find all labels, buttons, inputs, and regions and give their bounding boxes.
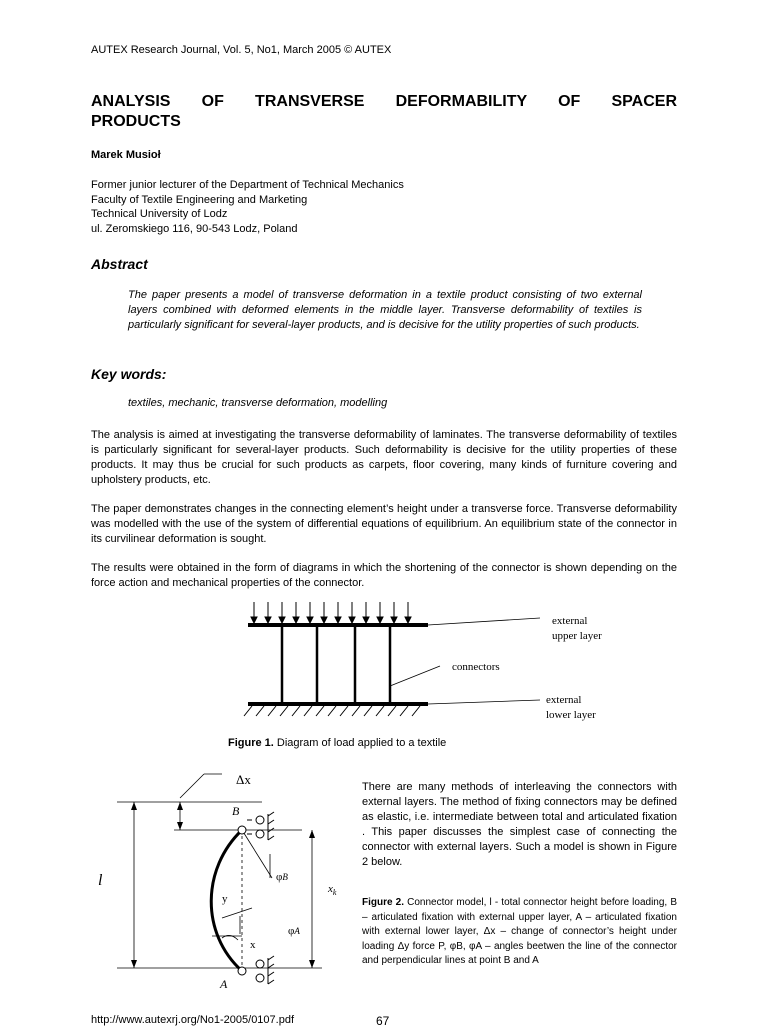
affiliation-line: Faculty of Textile Engineering and Marketing	[91, 193, 308, 206]
paper-title-line2: PRODUCTS	[91, 113, 181, 130]
paper-title-line1: ANALYSIS OF TRANSVERSE DEFORMABILITY OF SPACER	[91, 93, 677, 110]
figure-2-diagram	[92, 768, 342, 1000]
label-connectors: connectors	[452, 661, 500, 673]
label-lower-layer: lower layer	[546, 709, 596, 721]
figure-2-caption-text: Connector model, l - total connector height before loading, B – articulated fixation with external upper layer, A – articulated fixation with external lower layer, Δx – change of connector’s height under loading Δy force P, φB, φA – angles beetwen the line of the connector and perpendicular lines at point B and A	[362, 897, 677, 966]
label-upper-layer: upper layer	[552, 630, 602, 642]
label-xk-sub: k	[332, 888, 337, 897]
label-phi-a	[288, 925, 300, 937]
figure-1-caption-label: Figure 1.	[228, 737, 274, 749]
ground-hatch	[244, 706, 420, 716]
label-external-lower: external	[546, 694, 582, 706]
connectors	[282, 627, 390, 702]
journal-header: AUTEX Research Journal, Vol. 5, No1, March 2005 © AUTEX	[91, 44, 392, 56]
body-paragraph-3: The results were obtained in the form of diagrams in which the shortening of the connector is shown depending on the force action and mechanical properties of the connector.	[91, 562, 677, 589]
label-external-upper: external	[552, 615, 588, 627]
page-number: 67	[376, 1014, 390, 1028]
load-arrows	[251, 602, 411, 623]
label-phi-b	[276, 871, 288, 883]
dimension-arrows	[131, 802, 315, 968]
label-phi-a-sub: A	[294, 926, 300, 936]
upper-layer	[248, 623, 428, 627]
body-paragraph-2: The paper demonstrates changes in the connecting element’s height under a transverse force. Transverse deformability was modelled with the use of the system of differential equations of equilibrium. An equilibrium state of the connector in its curvilinear deformation is sought.	[91, 503, 677, 545]
author-name: Marek Musioł	[91, 149, 161, 161]
label-y: y	[222, 893, 228, 905]
affiliation	[91, 178, 404, 237]
figure-1-diagram	[240, 596, 620, 731]
figure-1-caption-text: Diagram of load applied to a textile	[273, 737, 447, 749]
label-phi-a-main: φ	[288, 925, 295, 937]
affiliation-line: ul. Zeromskiego 116, 90-543 Lodz, Poland	[91, 223, 298, 236]
label-l: l	[98, 872, 103, 889]
label-point-a: A	[220, 977, 228, 991]
keywords-text: textiles, mechanic, transverse deformation, modelling	[128, 397, 388, 409]
abstract-heading: Abstract	[91, 256, 148, 272]
label-x: x	[250, 939, 256, 951]
label-xk	[327, 883, 337, 897]
figure-2-caption	[362, 896, 677, 969]
figure-2-caption-label: Figure 2.	[362, 897, 405, 908]
label-xk-main: x	[328, 883, 333, 895]
body-paragraph-1: The analysis is aimed at investigating the transverse deformability of laminates. The transverse deformability of textiles is particularly significant for several-layer products. Such deformability is decisive for the utility properties of these products. It may thus be crucial for such products as carpets, floor covering, many kinds of furniture covering and upholstery products, etc.	[91, 429, 677, 486]
lower-layer	[248, 702, 428, 706]
label-point-b: B	[232, 804, 240, 818]
affiliation-line: Former junior lecturer of the Department of Technical Mechanics	[91, 179, 404, 191]
keywords-heading: Key words:	[91, 366, 167, 382]
body-paragraph-4: There are many methods of interleaving the connectors with external layers. The method of fixing connectors may be defined as elastic, i.e. intermediate between total and articulated fixation . This paper discusses the simplest case of connecting the connector with external layers. Such a model is shown in Figure 2 below.	[362, 781, 677, 868]
footer-url-link[interactable]: http://www.autexrj.org/No1-2005/0107.pdf	[91, 1014, 295, 1026]
affiliation-line: Technical University of Lodz	[91, 208, 228, 221]
reference-lines	[212, 830, 272, 971]
label-delta-x: Δx	[236, 772, 251, 787]
abstract-text: The paper presents a model of transverse deformation in a textile product consisting of two external layers combined with deformed elements in the middle layer. Transverse deformability of textiles is particularly significant for several-layer products, and is decisive for the utility properties of such products.	[128, 289, 642, 331]
figure-1-caption	[228, 737, 446, 749]
label-phi-b-main: φ	[276, 871, 283, 883]
label-phi-b-sub: B	[282, 872, 288, 882]
